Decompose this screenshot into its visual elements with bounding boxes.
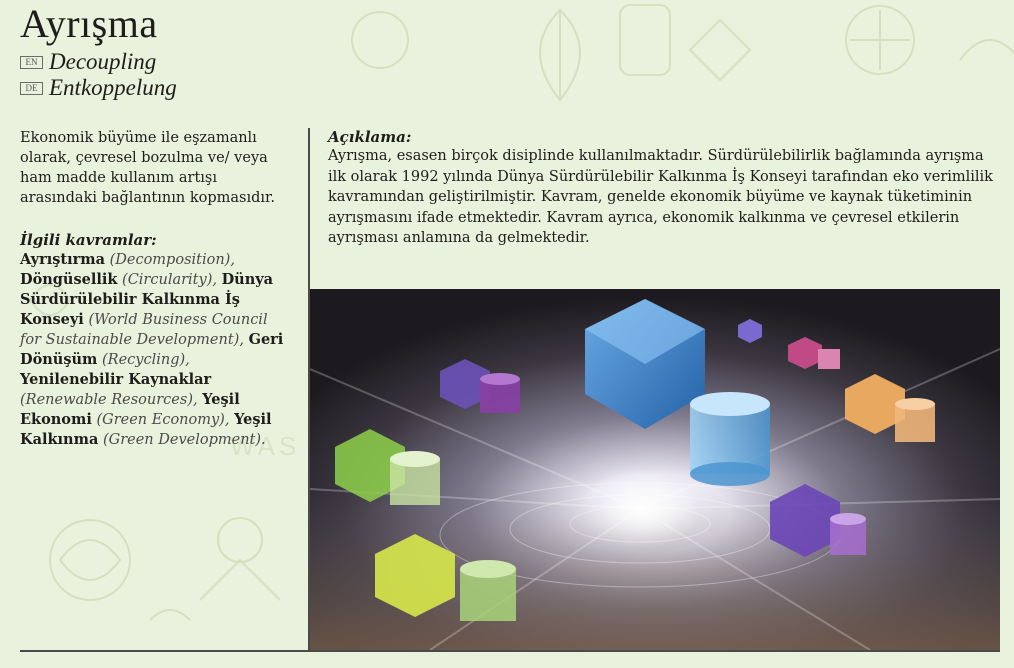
left-column — [20, 128, 292, 450]
related-original: (Circularity), — [122, 272, 217, 288]
page-title: Ayrışma — [20, 1, 158, 46]
related-original: (Recycling), — [102, 352, 190, 368]
related-heading: İlgili kavramlar: — [20, 231, 157, 249]
lang-code-de: DE — [20, 82, 43, 95]
related-term: Yeşil Kalkınma — [20, 411, 272, 448]
related-original: (Green Development). — [102, 432, 266, 448]
explanation-text: Ayrışma, esasen birçok disiplinde kullanılmaktadır. Sürdürülebilirlik bağlamında ayrışma ilk olarak 1992 yılında Dünya Sürdürülebilir Kalkınma İş Konseyi tarafından eko verimlilik kavramından geliştirilmiştir. Kavram, genelde ekonomik büyüme ve kaynak tüketiminin ayrışmasını ifade etmektedir. Kavram ayrıca, ekonomik kalkınma ve çevresel etkilerin ayrışması anlamına da gelmektedir. — [328, 148, 993, 246]
translation-en — [20, 50, 156, 74]
bottom-divider — [20, 650, 1000, 652]
definition: Ekonomik büyüme ile eşzamanlı olarak, çevresel bozulma ve/ veya ham madde kullanım artışı arasındaki bağlantının kopmasıdır. — [20, 130, 275, 206]
related-original: (Decomposition), — [109, 252, 235, 268]
related-term: Dünya Sürdürülebilir Kalkınma İş Konseyi — [20, 271, 274, 328]
lang-code-en: EN — [20, 56, 43, 69]
related-term: Döngüsellik — [20, 271, 118, 288]
related-term: Yenilenebilir Kaynaklar — [20, 371, 212, 388]
background-word: WAS — [230, 431, 301, 461]
related-original: (Renewable Resources), — [20, 392, 198, 408]
explanation-heading: Açıklama: — [328, 128, 412, 146]
related-term: Yeşil Ekonomi — [20, 391, 240, 428]
related-original: (World Business Council for Sustainable Development), — [20, 312, 268, 348]
related-original: (Green Economy), — [96, 412, 230, 428]
related-term: Ayrıştırma — [20, 251, 105, 268]
term-de: Entkoppelung — [49, 75, 177, 100]
term-en: Decoupling — [49, 49, 157, 74]
related-term: Geri Dönüşüm — [20, 331, 284, 368]
related-list — [20, 250, 292, 450]
right-column — [328, 128, 998, 249]
decoupling-illustration — [310, 289, 1000, 650]
translation-de — [20, 76, 177, 100]
